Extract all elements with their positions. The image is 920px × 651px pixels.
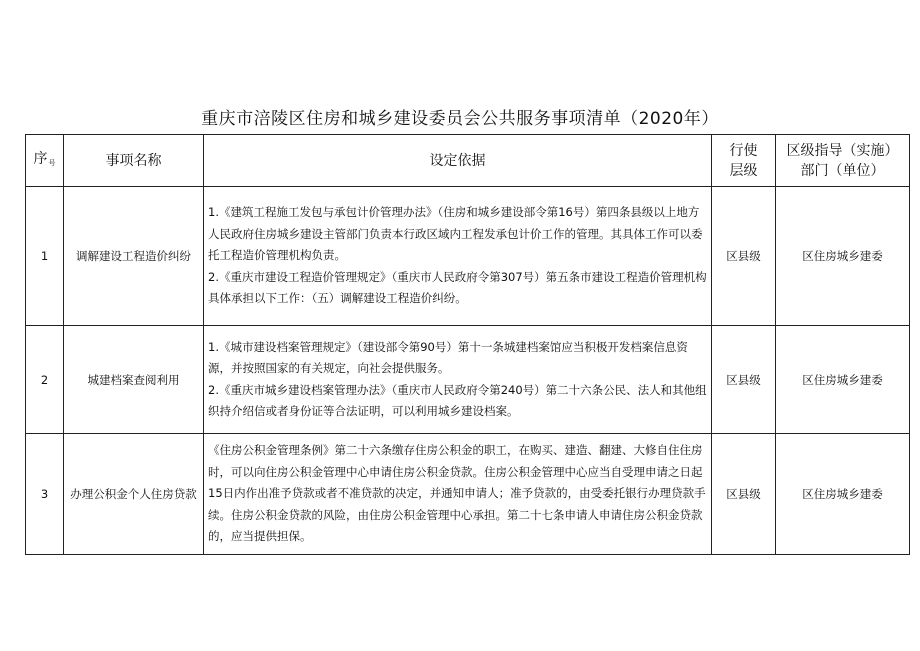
row-dept: 区住房城乡建委 xyxy=(776,187,910,326)
basis-paragraph: 1.《城市建设档案管理规定》（建设部令第90号）第十一条城建档案馆应当积极开发档案信息资源，并按照国家的有关规定，向社会提供服务。 xyxy=(208,339,688,375)
row-item-name: 城建档案查阅利用 xyxy=(64,326,204,434)
row-item-name: 调解建设工程造价纠纷 xyxy=(64,187,204,326)
row-level: 区县级 xyxy=(712,326,776,434)
header-item-name: 事项名称 xyxy=(64,135,204,187)
table-row xyxy=(26,434,910,555)
row-basis xyxy=(204,187,712,326)
header-seq-sub: 号 xyxy=(48,158,56,167)
row-seq: 2 xyxy=(26,326,64,434)
row-item-name: 办理公积金个人住房贷款 xyxy=(64,434,204,555)
basis-paragraph: 《住房公积金管理条例》第二十六条缴存住房公积金的职工，在购买、建造、翻建、大修自住住房时，可以向住房公积金管理中心申请住房公积金贷款。住房公积金管理中心应当自受理申请之日起15日内作出准予贷款或者不准贷款的决定，并通知申请人；准予贷款的，由受委托银行办理贷款手续。住房公积金贷款的风险，由住房公积金管理中心承担。第二十七条申请人申请住房公积金贷款的，应当提供担保。 xyxy=(208,443,706,543)
row-basis xyxy=(204,434,712,555)
table-row xyxy=(26,326,910,434)
table-row xyxy=(26,187,910,326)
basis-paragraph: 2.《重庆市建设工程造价管理规定》（重庆市人民政府令第307号）第五条市建设工程造价管理机构具体承担以下工作：（五）调解建设工程造价纠纷。 xyxy=(208,269,707,306)
row-basis xyxy=(204,326,712,434)
row-seq: 3 xyxy=(26,434,64,555)
header-seq: 序号 xyxy=(26,135,64,187)
header-basis: 设定依据 xyxy=(204,135,712,187)
header-dept: 区级指导（实施）部门（单位） xyxy=(776,135,910,187)
row-level: 区县级 xyxy=(712,187,776,326)
header-level: 行使层级 xyxy=(712,135,776,187)
row-level: 区县级 xyxy=(712,434,776,555)
basis-paragraph: 2.《重庆市城乡建设档案管理办法》（重庆市人民政府令第240号）第二十六条公民、法人和其他组织持介绍信或者身份证等合法证明，可以利用城乡建设档案。 xyxy=(208,382,707,418)
row-dept: 区住房城乡建委 xyxy=(776,326,910,434)
basis-paragraph: 1.《建筑工程施工发包与承包计价管理办法》（住房和城乡建设部令第16号）第四条县级以上地方人民政府住房城乡建设主管部门负责本行政区域内工程发承包计价工作的管理。其具体工作可以委托工程造价管理机构负责。 xyxy=(208,205,703,263)
document-title: 重庆市涪陵区住房和城乡建设委员会公共服务事项清单（2020年） xyxy=(201,109,719,129)
row-seq: 1 xyxy=(26,187,64,326)
service-items-table xyxy=(25,134,910,555)
row-dept: 区住房城乡建委 xyxy=(776,434,910,555)
header-row xyxy=(26,135,910,187)
